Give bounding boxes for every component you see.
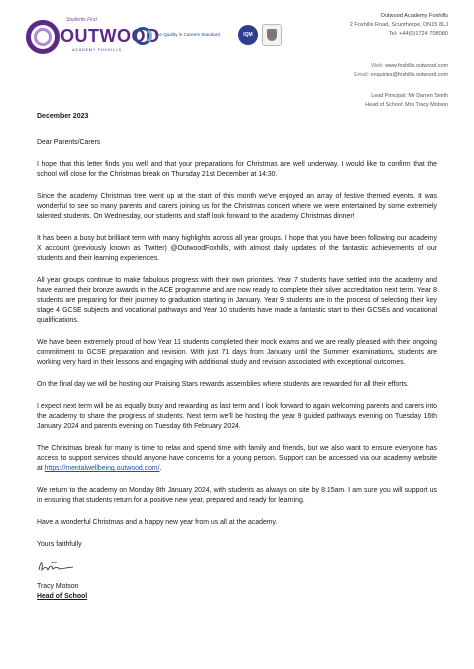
web-label: Web: bbox=[371, 63, 384, 69]
support-text-end: . bbox=[159, 465, 162, 472]
paragraph-closure-date: I hope that this letter finds you well and that your preparations for Christmas are well underway. I would like to confirm that the school will close for the Christmas break on Thursday 21st December at 14:30. bbox=[37, 161, 437, 178]
quality-in-careers-text: The Quality in Careers Standard bbox=[154, 32, 220, 37]
address-line: 2 Foxhills Road, Scunthorpe, DN15 8LJ bbox=[349, 22, 448, 29]
quality-in-careers-logo bbox=[134, 26, 230, 48]
email-label: Email: bbox=[354, 72, 370, 79]
school-address bbox=[350, 12, 448, 39]
accreditation-badge-icon bbox=[262, 24, 282, 46]
closing: Yours faithfully bbox=[37, 541, 82, 548]
iqm-logo: IQM bbox=[238, 25, 258, 45]
paragraph-year11-exams: We have been extremely proud of how Year 11 students completed their mock exams and we are really pleased with their ongoing commitment to GCSE preparation and revision. With just 71 days from January until the Summer examinations, students are working very hard in their lessons and engaging with additional study and revision associated with exceptional outcomes. bbox=[37, 339, 437, 366]
paragraph-next-term: I expect next term will be as equally busy and rewarding as last term and I look forward to again welcoming parents and carers into the academy to share the progress of students. Next term we'll be hosting the year 9 guided pathways evening on Tuesday 16th January 2024 and parents evening on Tuesday 6th February 2024. bbox=[37, 403, 437, 430]
email-link[interactable]: enquiries@foxhills.outwood.com bbox=[370, 72, 448, 79]
paragraph-christmas-events: Since the academy Christmas tree went up at the start of this month we've enjoyed an array of festive themed events. It was wonderful to see so many parents and carers joining us for the Christmas concert where we were entertained by some extremely talented students. On Wednesday, our students and staff look forward to the academy Christmas dinner! bbox=[37, 193, 437, 220]
outwood-inner-ring-icon bbox=[34, 28, 52, 46]
school-name: Outwood Academy Foxhills bbox=[380, 13, 448, 19]
web-link[interactable]: www.foxhills.outwood.com bbox=[385, 63, 448, 69]
paragraph-praising-stars: On the final day we will be hosting our Praising Stars rewards assemblies where students are rewarded for all their efforts. bbox=[37, 381, 409, 388]
quality-in-careers-icon bbox=[134, 27, 152, 45]
salutation: Dear Parents/Carers bbox=[37, 139, 101, 146]
outwood-academy-logo bbox=[26, 16, 160, 58]
paragraph-term-highlights: It has been a busy but brilliant term with many highlights across all year groups. I hope that you have been following our academy X account (previously known as Twitter) @OutwoodFoxhills, with almost daily updates of the fantastic achievements of our students and their learning experiences. bbox=[37, 235, 437, 262]
head-of-school: Head of School: Mrs Tracy Motson bbox=[365, 102, 448, 109]
letterhead bbox=[26, 12, 456, 112]
logo-subtitle: ACADEMY FOXHILLS bbox=[72, 47, 122, 52]
signer-role: Head of School bbox=[37, 593, 88, 600]
letter-body bbox=[37, 112, 437, 602]
wellbeing-link[interactable]: https://mentalwellbeing.outwood.com/ bbox=[44, 465, 160, 472]
telephone: Tel: +44(0)1724 708080 bbox=[388, 31, 448, 38]
paragraph-year-group-progress: All year groups continue to make fabulous progress with their own priorities. Year 7 students have settled into the academy and have earned their bronze awards in the ACE programme and are now ready to complete their silver accreditation next term. Year 8 students are preparing for their journey to graduation starting in January. Year 9 students are in the process of selecting their key stage 4 GCSE subjects and vocational pathways and Year 10 students have made a fantastic start to their GCSEs and vocational qualifications. bbox=[37, 277, 437, 324]
signer-name: Tracy Motson bbox=[37, 583, 79, 590]
handwritten-signature bbox=[37, 558, 75, 574]
school-contact bbox=[354, 62, 448, 80]
letter-date: December 2023 bbox=[37, 113, 89, 120]
logo-tagline: Students First bbox=[66, 17, 97, 23]
paragraph-return-date: We return to the academy on Monday 8th January 2024, with students as always on site by 8:15am. I am sure you will support us in ensuring that students return for a positive new year, prepared and ready for learning. bbox=[37, 487, 437, 504]
school-leadership bbox=[365, 92, 448, 110]
lead-principal: Lead Principal: Mr Darren Smith bbox=[371, 93, 448, 99]
paragraph-support-services bbox=[37, 444, 437, 474]
logo-wordmark: OUTWOOD bbox=[60, 26, 160, 46]
paragraph-season-greeting: Have a wonderful Christmas and a happy new year from us all at the academy. bbox=[37, 519, 278, 526]
support-text: The Christmas break for many is time to relax and spend time with family and friends, but we also want to ensure everyone has access to support services should anyone have concerns for a young person. Support can be accessed via our academy website at bbox=[37, 445, 437, 472]
